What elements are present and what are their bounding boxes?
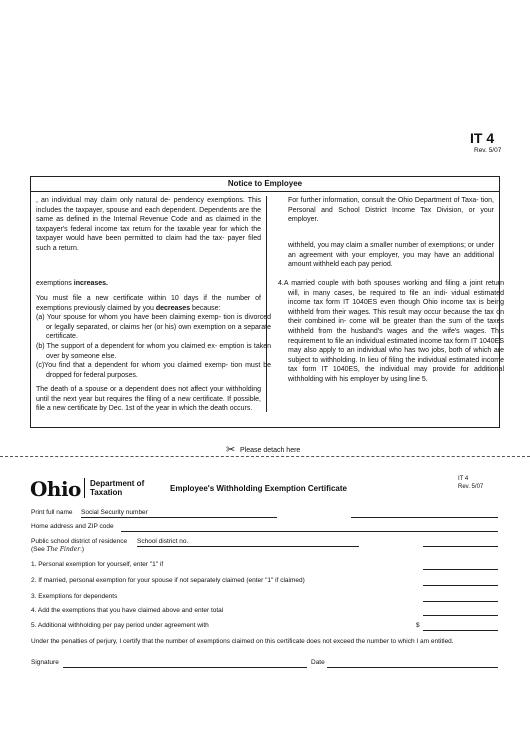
signature-field[interactable] xyxy=(63,667,307,668)
date-label: Date xyxy=(311,659,325,666)
name-field[interactable] xyxy=(81,517,277,518)
see-finder-note: (See The Finder.) xyxy=(31,546,85,553)
name-label: Print full name xyxy=(31,509,73,516)
date-field[interactable] xyxy=(327,667,498,668)
school-district-no-field[interactable] xyxy=(423,546,498,547)
form-revision: Rev. 5/07 xyxy=(474,147,502,154)
address-label: Home address and ZIP code xyxy=(31,523,114,530)
certificate-title: Employee's Withholding Exemption Certificate xyxy=(170,484,347,493)
line-5-field[interactable] xyxy=(423,630,498,631)
line-4-field[interactable] xyxy=(423,615,498,616)
certificate-form-id: IT 4 Rev. 5/07 xyxy=(458,476,484,490)
ohio-logo: Ohio xyxy=(30,477,81,501)
school-district-field[interactable] xyxy=(137,546,359,547)
line-2-label: 2. If married, personal exemption for your spouse if not separately claimed (enter "1" if claimed) xyxy=(31,577,305,584)
form-number: IT 4 xyxy=(470,130,495,146)
notice-left-paragraph-3: You must file a new certificate within 10 days if the number of exemptions previously claimed by you decreases because: xyxy=(36,295,261,312)
line-5-currency: $ xyxy=(416,622,420,629)
notice-right-paragraph-1: For further information, consult the Ohio Department of Taxa- tion, Personal and School District Income Tax Division, or your employer. xyxy=(288,197,494,224)
notice-right-item-4: 4.A married couple with both spouses working and filing a joint return will, in many cases, be required to file an indi- vidual estimated income tax form IT 1040ES even though Ohio income tax is being withheld from their wages. This result may occur because the tax on their combined in- come will be greater than the sum of the taxes withheld from the husband's wages and the wife's wages. This requirement to file an individual estimated income tax form IT 1040ES may also apply to an individual who has two jobs, both of which are subject to withholding. In lieu of filing the individual estimated income tax form IT 1040ES, the individual may provide for additional withholding with his employer by using line 5. xyxy=(278,280,504,383)
notice-left-item-c: (c)You find that a dependent for whom you claimed exemp- tion must be dropped for federal purposes. xyxy=(36,362,271,379)
address-field[interactable] xyxy=(121,531,498,532)
line-1-field[interactable] xyxy=(423,569,498,570)
ssn-label: Social Security number xyxy=(81,509,148,516)
notice-left-paragraph-1: , an individual may claim only natural de- pendency exemptions. This includes the taxpayer, spouse and each dependent. Dependents are the same as defined in the Internal Revenue Code and as claimed in the taxpayer's federal income tax return for the taxable year for which the taxpayer would have been permitted to claim had the tax- payer filed such a return. xyxy=(36,197,261,252)
detach-label: Please detach here xyxy=(240,447,301,454)
notice-left-item-b: (b) The support of a dependent for whom you claimed ex- emption is taken over by someone else. xyxy=(36,343,271,360)
scissors-icon: ✂ xyxy=(226,444,236,456)
notice-left-item-a: (a) Your spouse for whom you have been claiming exemp- tion is divorced or legally separated, or claims her (or his) own exemption on a separate certificate. xyxy=(36,314,271,341)
notice-right-paragraph-2: withheld, you may claim a smaller number of exemptions; or under an agreement with your employer, you may have an additional amount withheld each pay period. xyxy=(288,242,494,269)
notice-left-paragraph-2: exemptions increases. xyxy=(36,280,108,287)
perjury-statement: Under the penalties of perjury, I certify that the number of exemptions claimed on this certificate does not exceed the number to which I am entitled. xyxy=(31,638,454,645)
notice-title: Notice to Employee xyxy=(227,179,303,188)
school-district-no-label: School district no. xyxy=(137,538,189,545)
line-4-label: 4. Add the exemptions that you have claimed above and enter total xyxy=(31,607,224,614)
line-1-label: 1. Personal exemption for yourself, enter "1" if xyxy=(31,561,164,568)
school-district-label: Public school district of residence xyxy=(31,538,128,545)
notice-left-paragraph-4: The death of a spouse or a dependent does not affect your withholding until the next year but requires the filing of a new certificate. If possible, file a new certificate by Dec. 1st of the year in which the death occurs. xyxy=(36,386,261,413)
department-name: Department of Taxation xyxy=(90,479,145,497)
logo-divider xyxy=(84,478,85,498)
line-2-field[interactable] xyxy=(423,585,498,586)
line-3-label: 3. Exemptions for dependents xyxy=(31,593,118,600)
ssn-field[interactable] xyxy=(351,517,498,518)
signature-label: Signature xyxy=(31,659,59,666)
detach-line xyxy=(0,456,530,457)
line-3-field[interactable] xyxy=(423,601,498,602)
line-5-label: 5. Additional withholding per pay period under agreement with xyxy=(31,622,209,629)
notice-divider xyxy=(30,191,500,192)
